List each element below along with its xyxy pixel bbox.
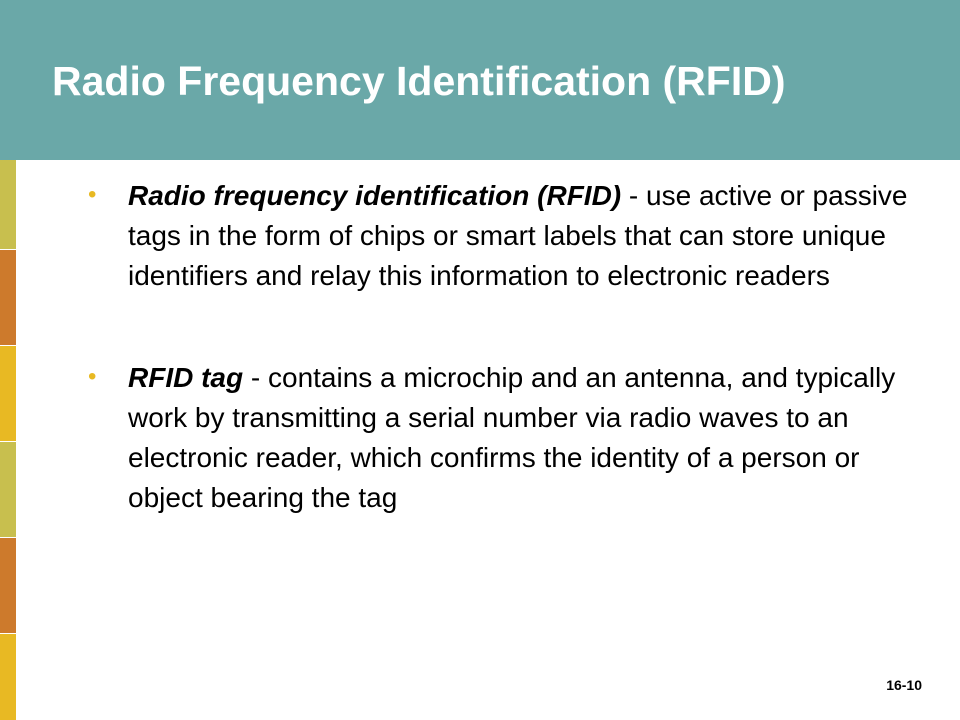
slide-title: Radio Frequency Identification (RFID) [52,58,786,104]
bullet-term: Radio frequency identification (RFID) [128,180,622,211]
slide-number: 16-10 [886,677,922,693]
bullet-text: - use active or passive tags in the form of chips or smart labels that can store unique identifiers and relay this information to electronic readers [128,180,908,291]
strip-segment [0,442,16,538]
strip-segment [0,160,16,250]
strip-segment [0,538,16,634]
bullet-item [88,358,908,518]
slide-body [88,176,908,518]
bullet-point-icon: • [88,363,97,390]
strip-segment [0,346,16,442]
bullet-point-icon: • [88,181,97,208]
bullet-item [88,176,908,296]
bullet-text: - contains a microchip and an antenna, and typically work by transmitting a serial number via radio waves to an electronic reader, which confirms the identity of a person or object bearing the tag [128,362,896,513]
title-bar [0,0,960,160]
side-color-strip [0,160,16,720]
strip-segment [0,250,16,346]
strip-segment [0,634,16,720]
bullet-term: RFID tag [128,362,244,393]
